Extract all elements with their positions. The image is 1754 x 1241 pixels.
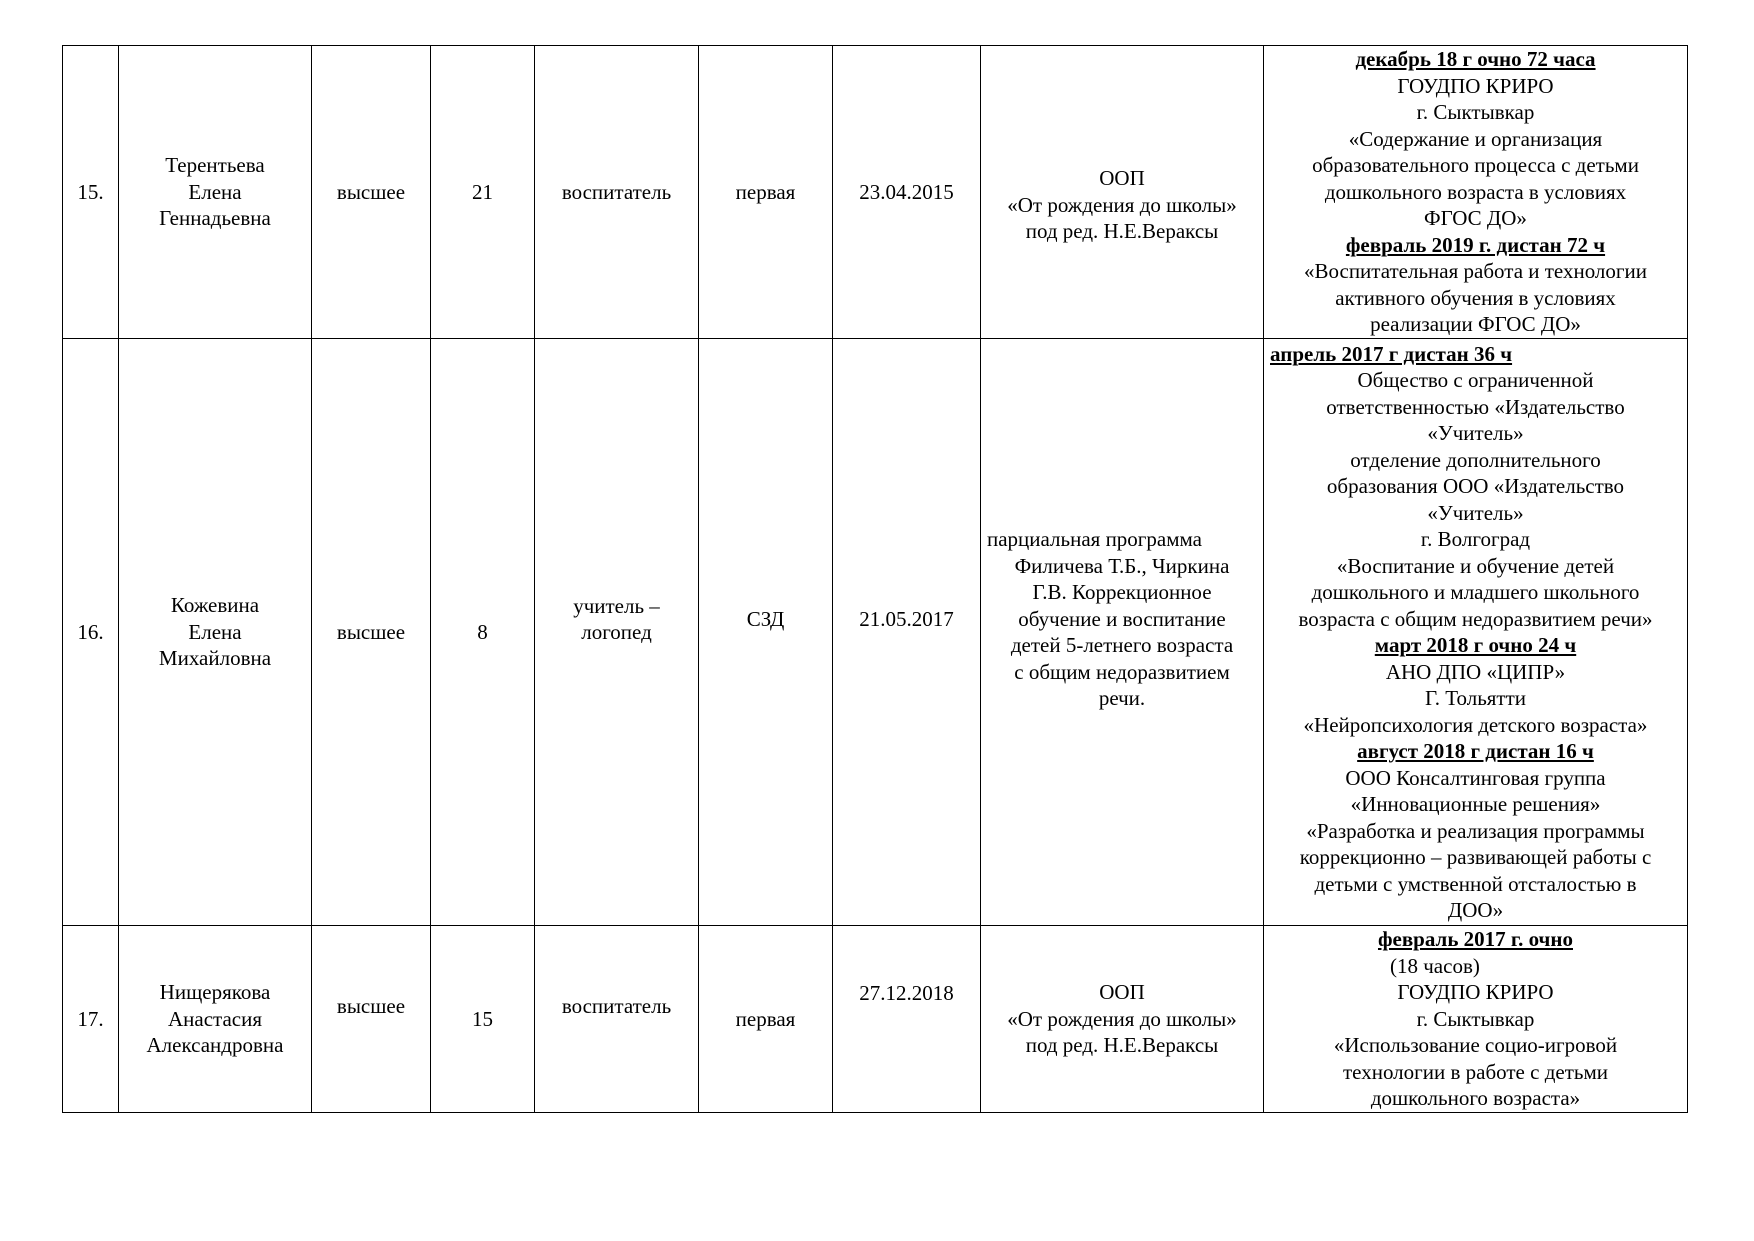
certification-date: 21.05.2017 xyxy=(833,339,981,926)
experience: 21 xyxy=(431,46,535,339)
education: высшее xyxy=(312,926,431,1113)
experience: 15 xyxy=(431,926,535,1113)
table-row xyxy=(63,46,1688,339)
courses: декабрь 18 г очно 72 часа ГОУДПО КРИРО г. Сыктывкар «Содержание и организация образовательного процесса с детьми дошкольного возраста в условиях ФГОС ДО» февраль 2019 г. дистан 72 ч «Воспитательная работа и технологии активного обучения в условиях реализации ФГОС ДО» xyxy=(1264,46,1688,339)
course-heading: март 2018 г очно 24 ч xyxy=(1374,633,1577,657)
staff-table xyxy=(62,45,1688,1113)
position: воспитатель xyxy=(535,46,699,339)
experience: 8 xyxy=(431,339,535,926)
course-heading: август 2018 г дистан 16 ч xyxy=(1357,739,1594,763)
program: ООП «От рождения до школы» под ред. Н.Е.Вераксы xyxy=(981,46,1264,339)
row-number: 16. xyxy=(63,339,119,926)
row-number: 15. xyxy=(63,46,119,339)
category: СЗД xyxy=(699,339,833,926)
table-row xyxy=(63,926,1688,1113)
education: высшее xyxy=(312,46,431,339)
row-number: 17. xyxy=(63,926,119,1113)
course-heading: апрель 2017 г дистан 36 ч xyxy=(1270,341,1513,366)
position: учитель – логопед xyxy=(535,339,699,926)
courses: апрель 2017 г дистан 36 ч Общество с ограниченной ответственностью «Издательство «Учитель» отделение дополнительного образования ООО «Издательство «Учитель» г. Волгоград «Воспитание и обучение детей дошкольного и младшего школьного возраста с общим недоразвитием речи» март 2018 г очно 24 ч АНО ДПО «ЦИПР» Г. Тольятти «Нейропсихология детского возраста» август 2018 г дистан 16 ч ООО Консалтинговая группа «Инновационные решения» «Разработка и реализация программы коррекционно – развивающей работы с детьми с умственной отсталостью в ДОО» xyxy=(1264,339,1688,926)
courses: февраль 2017 г. очно (18 часов) ГОУДПО КРИРО г. Сыктывкар «Использование социо-игровой технологии в работе с детьми дошкольного возраста» xyxy=(1264,926,1688,1113)
certification-date: 23.04.2015 xyxy=(833,46,981,339)
education: высшее xyxy=(312,339,431,926)
program: ООП «От рождения до школы» под ред. Н.Е.Вераксы xyxy=(981,926,1264,1113)
position: воспитатель xyxy=(535,926,699,1113)
certification-date: 27.12.2018 xyxy=(833,926,981,1113)
course-heading: февраль 2019 г. дистан 72 ч xyxy=(1345,232,1606,257)
course-heading: февраль 2017 г. очно xyxy=(1377,927,1573,951)
category: первая xyxy=(699,926,833,1113)
full-name: Терентьева Елена Геннадьевна xyxy=(119,46,312,339)
course-heading: декабрь 18 г очно 72 часа xyxy=(1355,47,1596,72)
full-name: Кожевина Елена Михайловна xyxy=(119,339,312,926)
table-row xyxy=(63,339,1688,926)
category: первая xyxy=(699,46,833,339)
full-name: Нищерякова Анастасия Александровна xyxy=(119,926,312,1113)
program: парциальная программа Филичева Т.Б., Чиркина Г.В. Коррекционное обучение и воспитание детей 5-летнего возраста с общим недоразвитием речи. xyxy=(981,339,1264,926)
